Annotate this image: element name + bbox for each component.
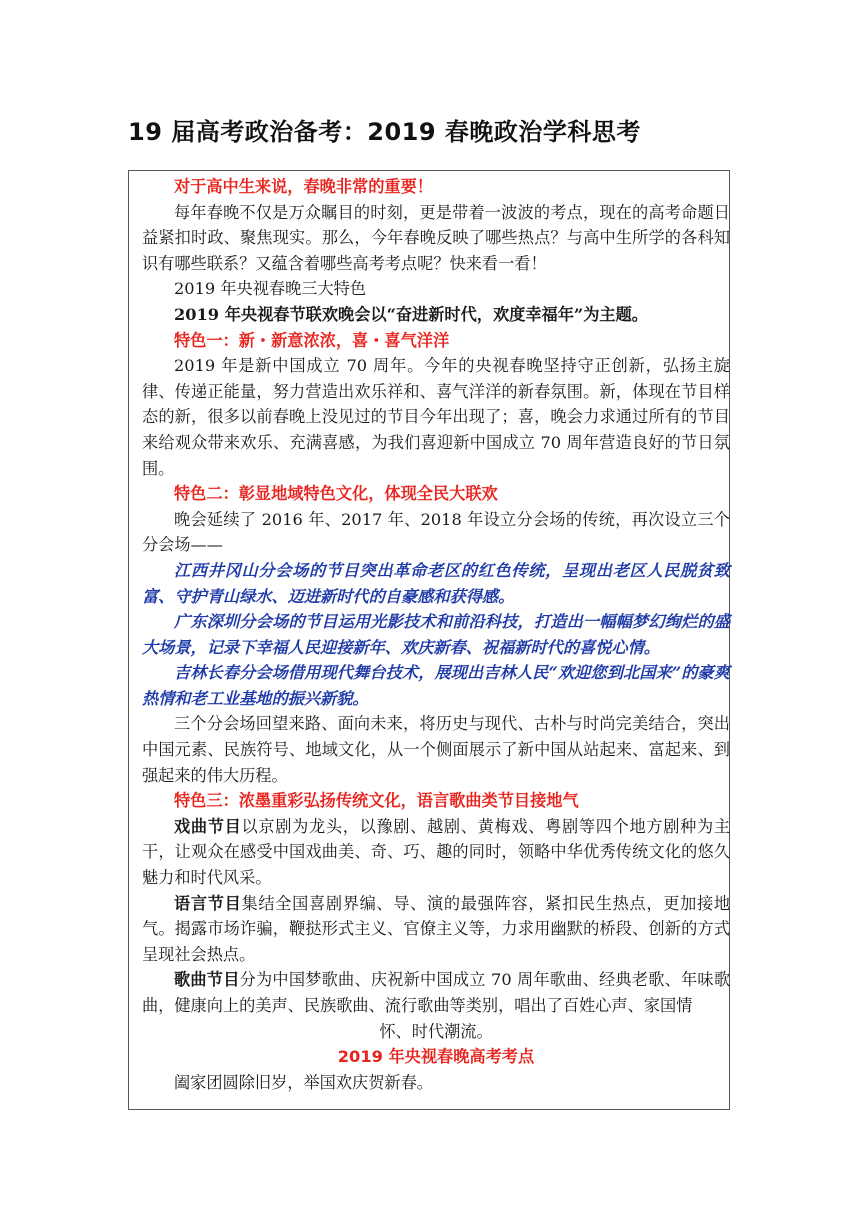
venue-jinggangshan: 江西井冈山分会场的节目突出革命老区的红色传统，呈现出老区人民脱贫致富、守护青山绿水、迈进新时代的自豪感和获得感。 [142, 560, 730, 606]
exam-points-heading: 2019 年央视春晚高考考点 [337, 1047, 535, 1067]
three-features-label: 2019 年央视春晚三大特色 [174, 279, 367, 299]
venue-shenzhen: 广东深圳分会场的节目运用光影技术和前沿科技，打造出一幅幅梦幻绚烂的盛大场景，记录下幸福人民迎接新年、欢庆新春、祝福新时代的喜悦心情。 [142, 612, 730, 657]
opera-paragraph [142, 814, 730, 891]
article-content [142, 174, 730, 1095]
song-keyword: 歌曲节目 [174, 970, 240, 990]
song-paragraph-end: 怀、时代潮流。 [379, 1021, 493, 1041]
intro-heading: 对于高中生来说，春晚非常的重要！ [174, 177, 433, 196]
closing-line: 阖家团圆除旧岁，举国欢庆贺新春。 [174, 1072, 433, 1092]
feature-one-heading: 特色一：新・新意浓浓，喜・喜气洋洋 [174, 330, 450, 350]
opera-text: 以京剧为龙头，以豫剧、越剧、黄梅戏、粤剧等四个地方剧种为主干，让观众在感受中国戏曲美、奇、巧、趣的同时，领略中华优秀传统文化的悠久魅力和时代风采。 [142, 816, 731, 888]
song-paragraph [142, 967, 730, 1018]
feature-three-heading: 特色三：浓墨重彩弘扬传统文化，语言歌曲类节目接地气 [174, 791, 579, 811]
intro-paragraph: 每年春晚不仅是万众瞩目的时刻，更是带着一波波的考点，现在的高考命题日益紧扣时政、聚焦现实。那么，今年春晚反映了哪些热点？与高中生所学的各科知识有哪些联系？又蕴含着哪些高考考点呢？快来看一看！ [142, 202, 730, 273]
page-title: 19 届高考政治备考：2019 春晚政治学科思考 [128, 118, 641, 146]
language-text: 集结全国喜剧界编、导、演的最强阵容，紧扣民生热点，更加接地气。揭露市场诈骗，鞭挞形式主义、官僚主义等，力求用幽默的桥段、创新的方式呈现社会热点。 [142, 893, 731, 964]
theme-statement: 2019 年央视春节联欢晚会以“奋进新时代，欢度幸福年”为主题。 [174, 304, 648, 324]
venues-summary: 三个分会场回望来路、面向未来，将历史与现代、古朴与时尚完美结合，突出中国元素、民族符号、地域文化，从一个侧面展示了新中国从站起来、富起来、到强起来的伟大历程。 [142, 714, 730, 785]
song-text: 分为中国梦歌曲、庆祝新中国成立 70 周年歌曲、经典老歌、年味歌曲，健康向上的美声、民族歌曲、流行歌曲等类别，唱出了百姓心声、家国情 [142, 970, 731, 1015]
language-keyword: 语言节目 [174, 893, 242, 913]
feature-two-paragraph: 晚会延续了 2016 年、2017 年、2018 年设立分会场的传统，再次设立三个分会场—— [142, 509, 730, 555]
venue-changchun: 吉林长春分会场借用现代舞台技术，展现出吉林人民“欢迎您到北国来”的豪爽热情和老工业基地的振兴新貌。 [142, 663, 730, 708]
feature-two-heading: 特色二：彰显地域特色文化，体现全民大联欢 [174, 484, 498, 504]
feature-one-paragraph: 2019 年是新中国成立 70 周年。今年的央视春晚坚持守正创新，弘扬主旋律、传递正能量，努力营造出欢乐祥和、喜气洋洋的新春氛围。新，体现在节目样态的新，很多以前春晚上没见过的节目今年出现了；喜，晚会力求通过所有的节目来给观众带来欢乐、充满喜感，为我们喜迎新中国成立 70 周年营造良好的节日氛围。 [142, 356, 730, 478]
opera-keyword: 戏曲节目 [174, 816, 242, 836]
language-paragraph [142, 891, 730, 968]
